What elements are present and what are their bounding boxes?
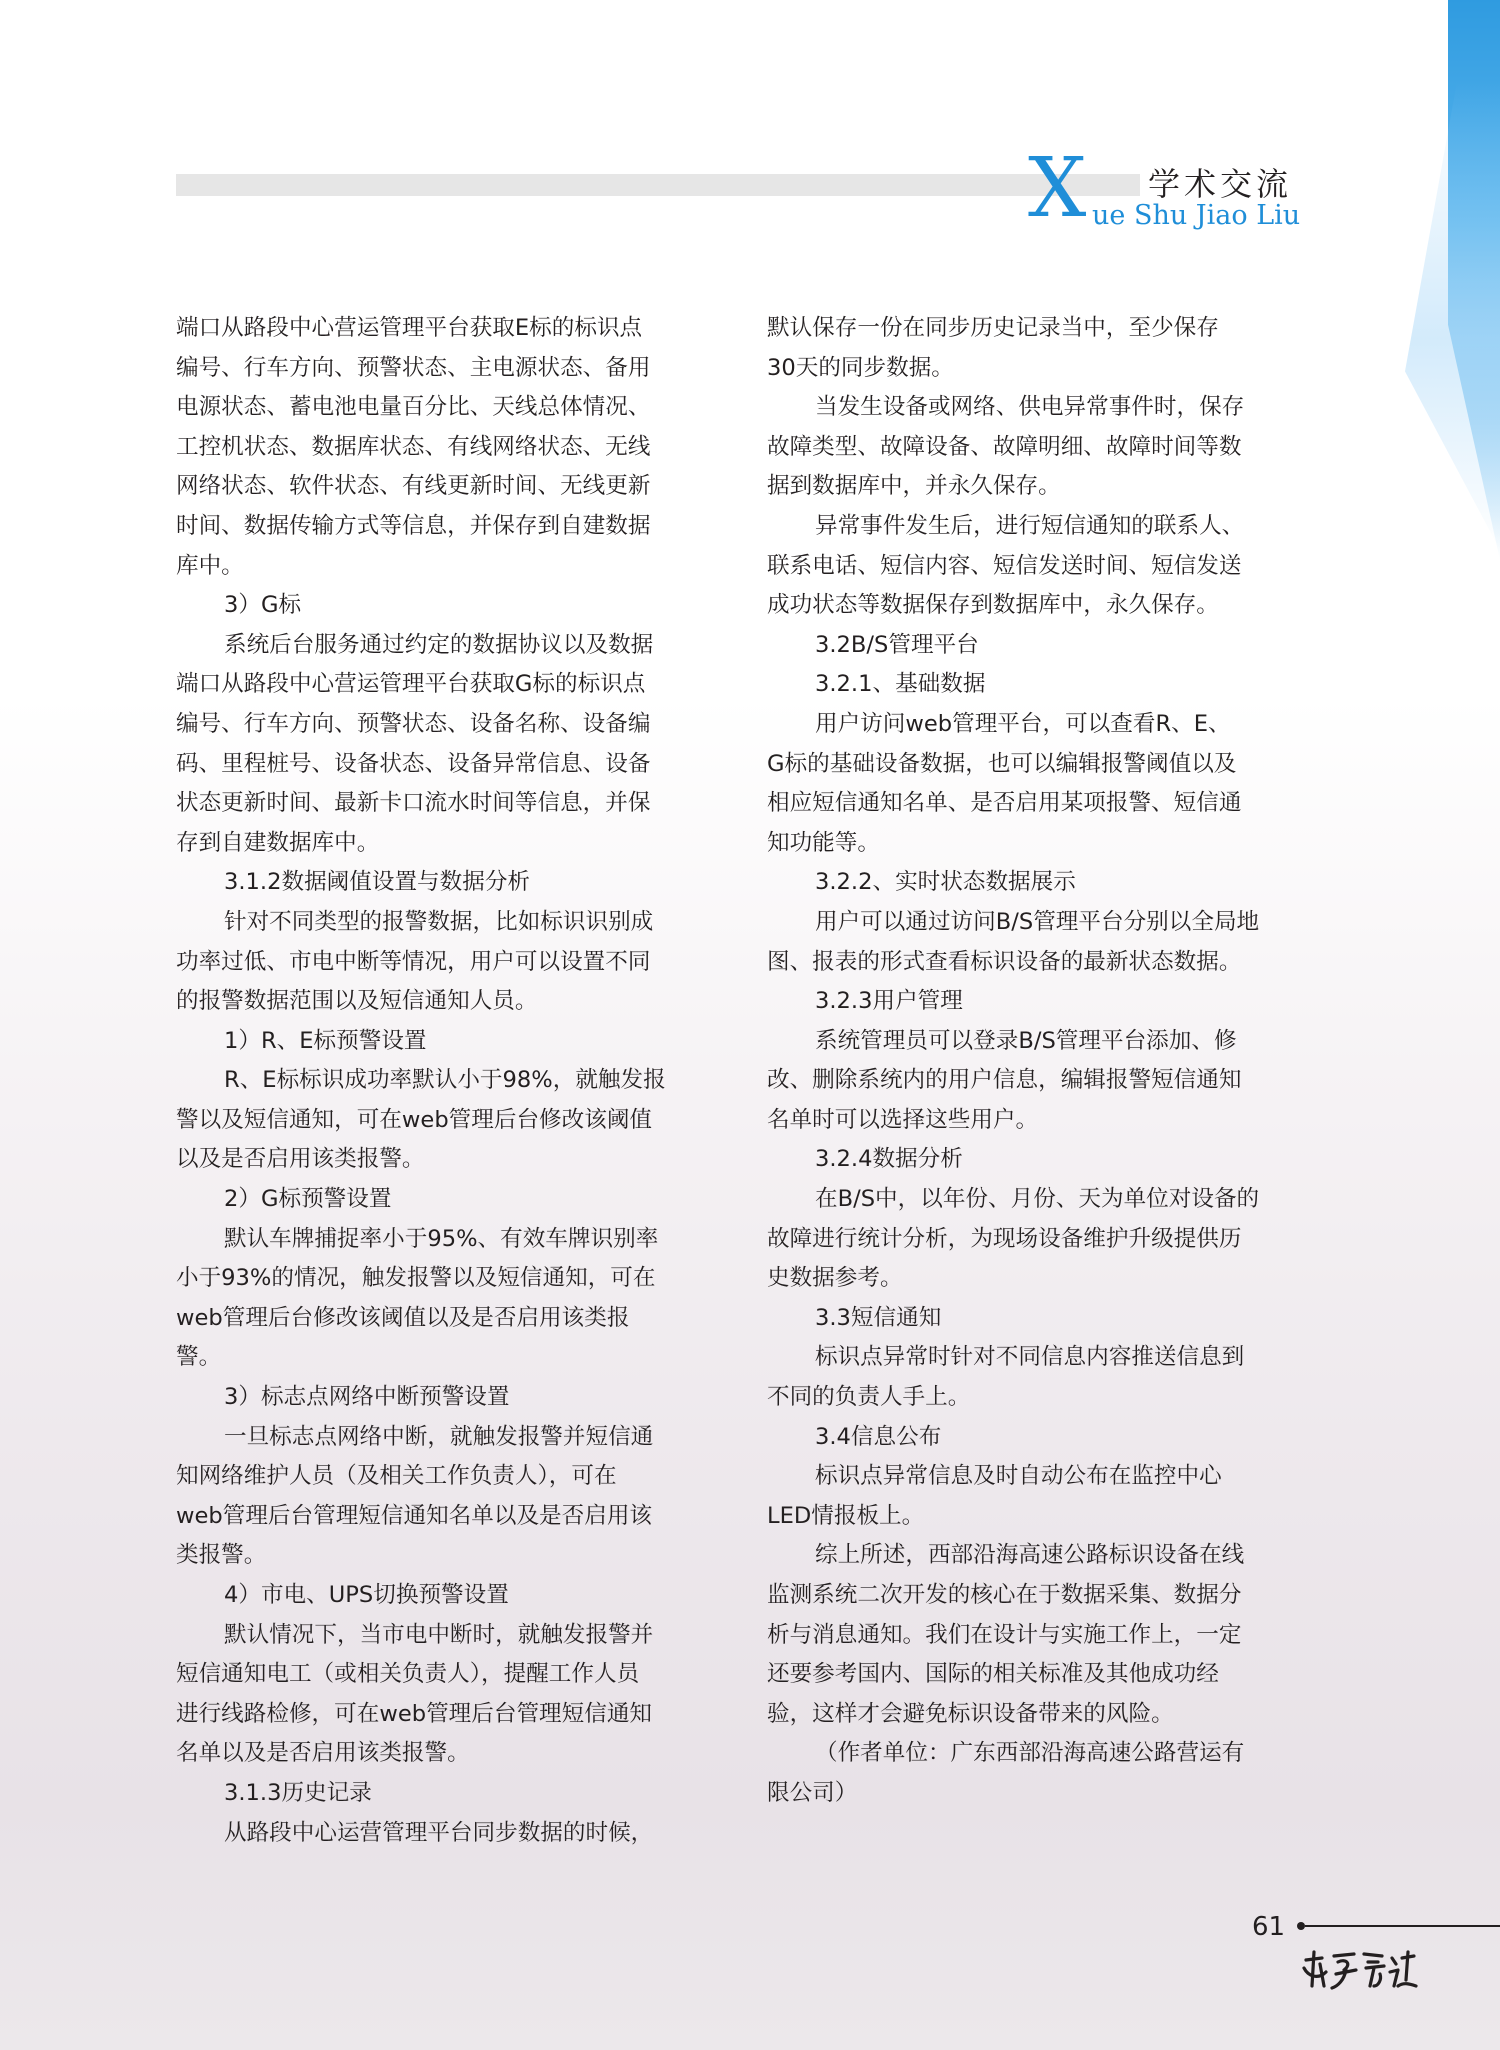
text-line: 时间、数据传输方式等信息，并保存到自建数据 — [176, 512, 651, 539]
text-line: 图、报表的形式查看标识设备的最新状态数据。 — [767, 948, 1242, 975]
text-line: 小于93%的情况，触发报警以及短信通知，可在 — [176, 1265, 656, 1292]
text-line: 3.2.3用户管理 — [815, 988, 963, 1015]
text-line: 网络状态、软件状态、有线更新时间、无线更新 — [176, 473, 651, 500]
decorative-side-band-light — [1405, 80, 1500, 550]
text-line: 存到自建数据库中。 — [176, 829, 380, 856]
page-number: 61 — [1252, 1912, 1286, 1942]
text-line: 名单时可以选择这些用户。 — [767, 1106, 1039, 1133]
text-line: 4）市电、UPS切换预警设置 — [224, 1582, 509, 1608]
text-line: 编号、行车方向、预警状态、主电源状态、备用 — [176, 354, 651, 381]
text-line: 异常事件发生后，进行短信通知的联系人、 — [815, 512, 1245, 539]
text-line: 综上所述，西部沿海高速公路标识设备在线 — [815, 1542, 1245, 1569]
text-line: 故障类型、故障设备、故障明细、故障时间等数 — [767, 433, 1242, 460]
text-line: 在B/S中，以年份、月份、天为单位对设备的 — [815, 1186, 1260, 1213]
text-line: 3.1.3历史记录 — [224, 1779, 372, 1806]
text-line: 3.2.4数据分析 — [815, 1146, 963, 1173]
text-line: 默认情况下，当市电中断时，就触发报警并 — [224, 1621, 654, 1648]
text-line: 库中。 — [176, 552, 244, 579]
text-line: 当发生设备或网络、供电异常事件时，保存 — [815, 394, 1245, 421]
text-line: 端口从路段中心营运管理平台获取E标的标识点 — [176, 315, 643, 341]
text-line: 电源状态、蓄电池电量百分比、天线总体情况、 — [176, 394, 651, 421]
text-line: 3.1.2数据阈值设置与数据分析 — [224, 869, 531, 896]
text-line: web管理后台修改该阈值以及是否启用该类报 — [176, 1304, 630, 1331]
text-line: 默认保存一份在同步历史记录当中，至少保存 — [767, 315, 1219, 341]
text-line: 限公司） — [767, 1779, 858, 1806]
text-line: 警以及短信通知，可在web管理后台修改该阈值 — [176, 1106, 653, 1133]
text-line: 工控机状态、数据库状态、有线网络状态、无线 — [176, 433, 651, 460]
text-line: 标识点异常时针对不同信息内容推送信息到 — [815, 1344, 1245, 1371]
text-line: 1）R、E标预警设置 — [224, 1027, 427, 1054]
text-line: （作者单位：广东西部沿海高速公路营运有 — [815, 1740, 1245, 1767]
text-line: 故障进行统计分析，为现场设备维护升级提供历 — [767, 1225, 1242, 1252]
text-line: 系统后台服务通过约定的数据协议以及数据 — [224, 631, 654, 658]
text-line: 知功能等。 — [767, 829, 880, 856]
text-line: 史数据参考。 — [767, 1265, 903, 1292]
text-line: 针对不同类型的报警数据，比如标识识别成 — [224, 908, 654, 935]
text-line: 改、删除系统内的用户信息，编辑报警短信通知 — [767, 1067, 1242, 1094]
magazine-logo-icon — [1298, 1946, 1418, 1992]
text-line: 知网络维护人员（及相关工作负责人），可在 — [176, 1463, 617, 1490]
text-line: 2）G标预警设置 — [224, 1186, 392, 1213]
text-line: 用户访问web管理平台，可以查看R、E、 — [815, 710, 1231, 737]
text-line: 以及是否启用该类报警。 — [176, 1146, 425, 1173]
text-line: 据到数据库中，并永久保存。 — [767, 473, 1061, 500]
text-line: 用户可以通过访问B/S管理平台分别以全局地 — [815, 908, 1260, 935]
text-line: 验，这样才会避免标识设备带来的风险。 — [767, 1700, 1174, 1727]
text-line: G标的基础设备数据，也可以编辑报警阈值以及 — [767, 750, 1237, 777]
header-initial: X — [1028, 141, 1087, 236]
text-line: 功率过低、市电中断等情况，用户可以设置不同 — [176, 948, 651, 975]
text-line: 监测系统二次开发的核心在于数据采集、数据分 — [767, 1582, 1242, 1608]
text-line: 3）G标 — [224, 592, 302, 619]
text-line: 编号、行车方向、预警状态、设备名称、设备编 — [176, 710, 651, 737]
text-line: 系统管理员可以登录B/S管理平台添加、修 — [815, 1027, 1237, 1054]
text-line: 相应短信通知名单、是否启用某项报警、短信通 — [767, 790, 1242, 817]
text-line: web管理后台管理短信通知名单以及是否启用该 — [176, 1502, 653, 1529]
text-line: 进行线路检修，可在web管理后台管理短信通知 — [176, 1700, 653, 1727]
text-line: 联系电话、短信内容、短信发送时间、短信发送 — [767, 552, 1242, 579]
left-column — [176, 309, 712, 1853]
text-line: 3.3短信通知 — [815, 1304, 942, 1331]
text-line: 3.2.1、基础数据 — [815, 671, 986, 698]
text-line: 默认车牌捕捉率小于95%、有效车牌识别率 — [224, 1225, 659, 1252]
text-line: 不同的负责人手上。 — [767, 1384, 971, 1411]
text-line: 3.2.2、实时状态数据展示 — [815, 869, 1076, 896]
footer-rule — [1305, 1925, 1500, 1927]
text-line: 一旦标志点网络中断，就触发报警并短信通 — [224, 1423, 654, 1450]
text-line: R、E标标识成功率默认小于98%，就触发报 — [224, 1067, 666, 1094]
text-line: 码、里程桩号、设备状态、设备异常信息、设备 — [176, 750, 651, 777]
text-line: 名单以及是否启用该类报警。 — [176, 1740, 470, 1767]
text-line: 端口从路段中心营运管理平台获取G标的标识点 — [176, 671, 646, 698]
text-line: 还要参考国内、国际的相关标准及其他成功经 — [767, 1661, 1219, 1688]
text-line: 3）标志点网络中断预警设置 — [224, 1384, 510, 1411]
text-line: 状态更新时间、最新卡口流水时间等信息，并保 — [176, 790, 651, 817]
text-line: 警。 — [176, 1344, 222, 1371]
text-line: 从路段中心运营管理平台同步数据的时候， — [224, 1819, 654, 1846]
right-column — [767, 309, 1303, 1814]
text-line: 标识点异常信息及时自动公布在监控中心 — [815, 1463, 1222, 1490]
section-title-en: ue Shu Jiao Liu — [1092, 200, 1301, 231]
text-line: 类报警。 — [176, 1542, 267, 1569]
text-line: 30天的同步数据。 — [767, 354, 954, 381]
text-line: 3.2B/S管理平台 — [815, 631, 979, 658]
text-line: 析与消息通知。我们在设计与实施工作上，一定 — [767, 1621, 1242, 1648]
header-bar — [176, 174, 1140, 196]
page-number-dot — [1297, 1922, 1305, 1930]
text-line: 成功状态等数据保存到数据库中，永久保存。 — [767, 592, 1219, 619]
section-title-cn: 学术交流 — [1148, 165, 1293, 203]
text-line: LED情报板上。 — [767, 1502, 925, 1529]
text-line: 短信通知电工（或相关负责人），提醒工作人员 — [176, 1661, 640, 1688]
text-line: 3.4信息公布 — [815, 1423, 942, 1450]
text-line: 的报警数据范围以及短信通知人员。 — [176, 988, 538, 1015]
